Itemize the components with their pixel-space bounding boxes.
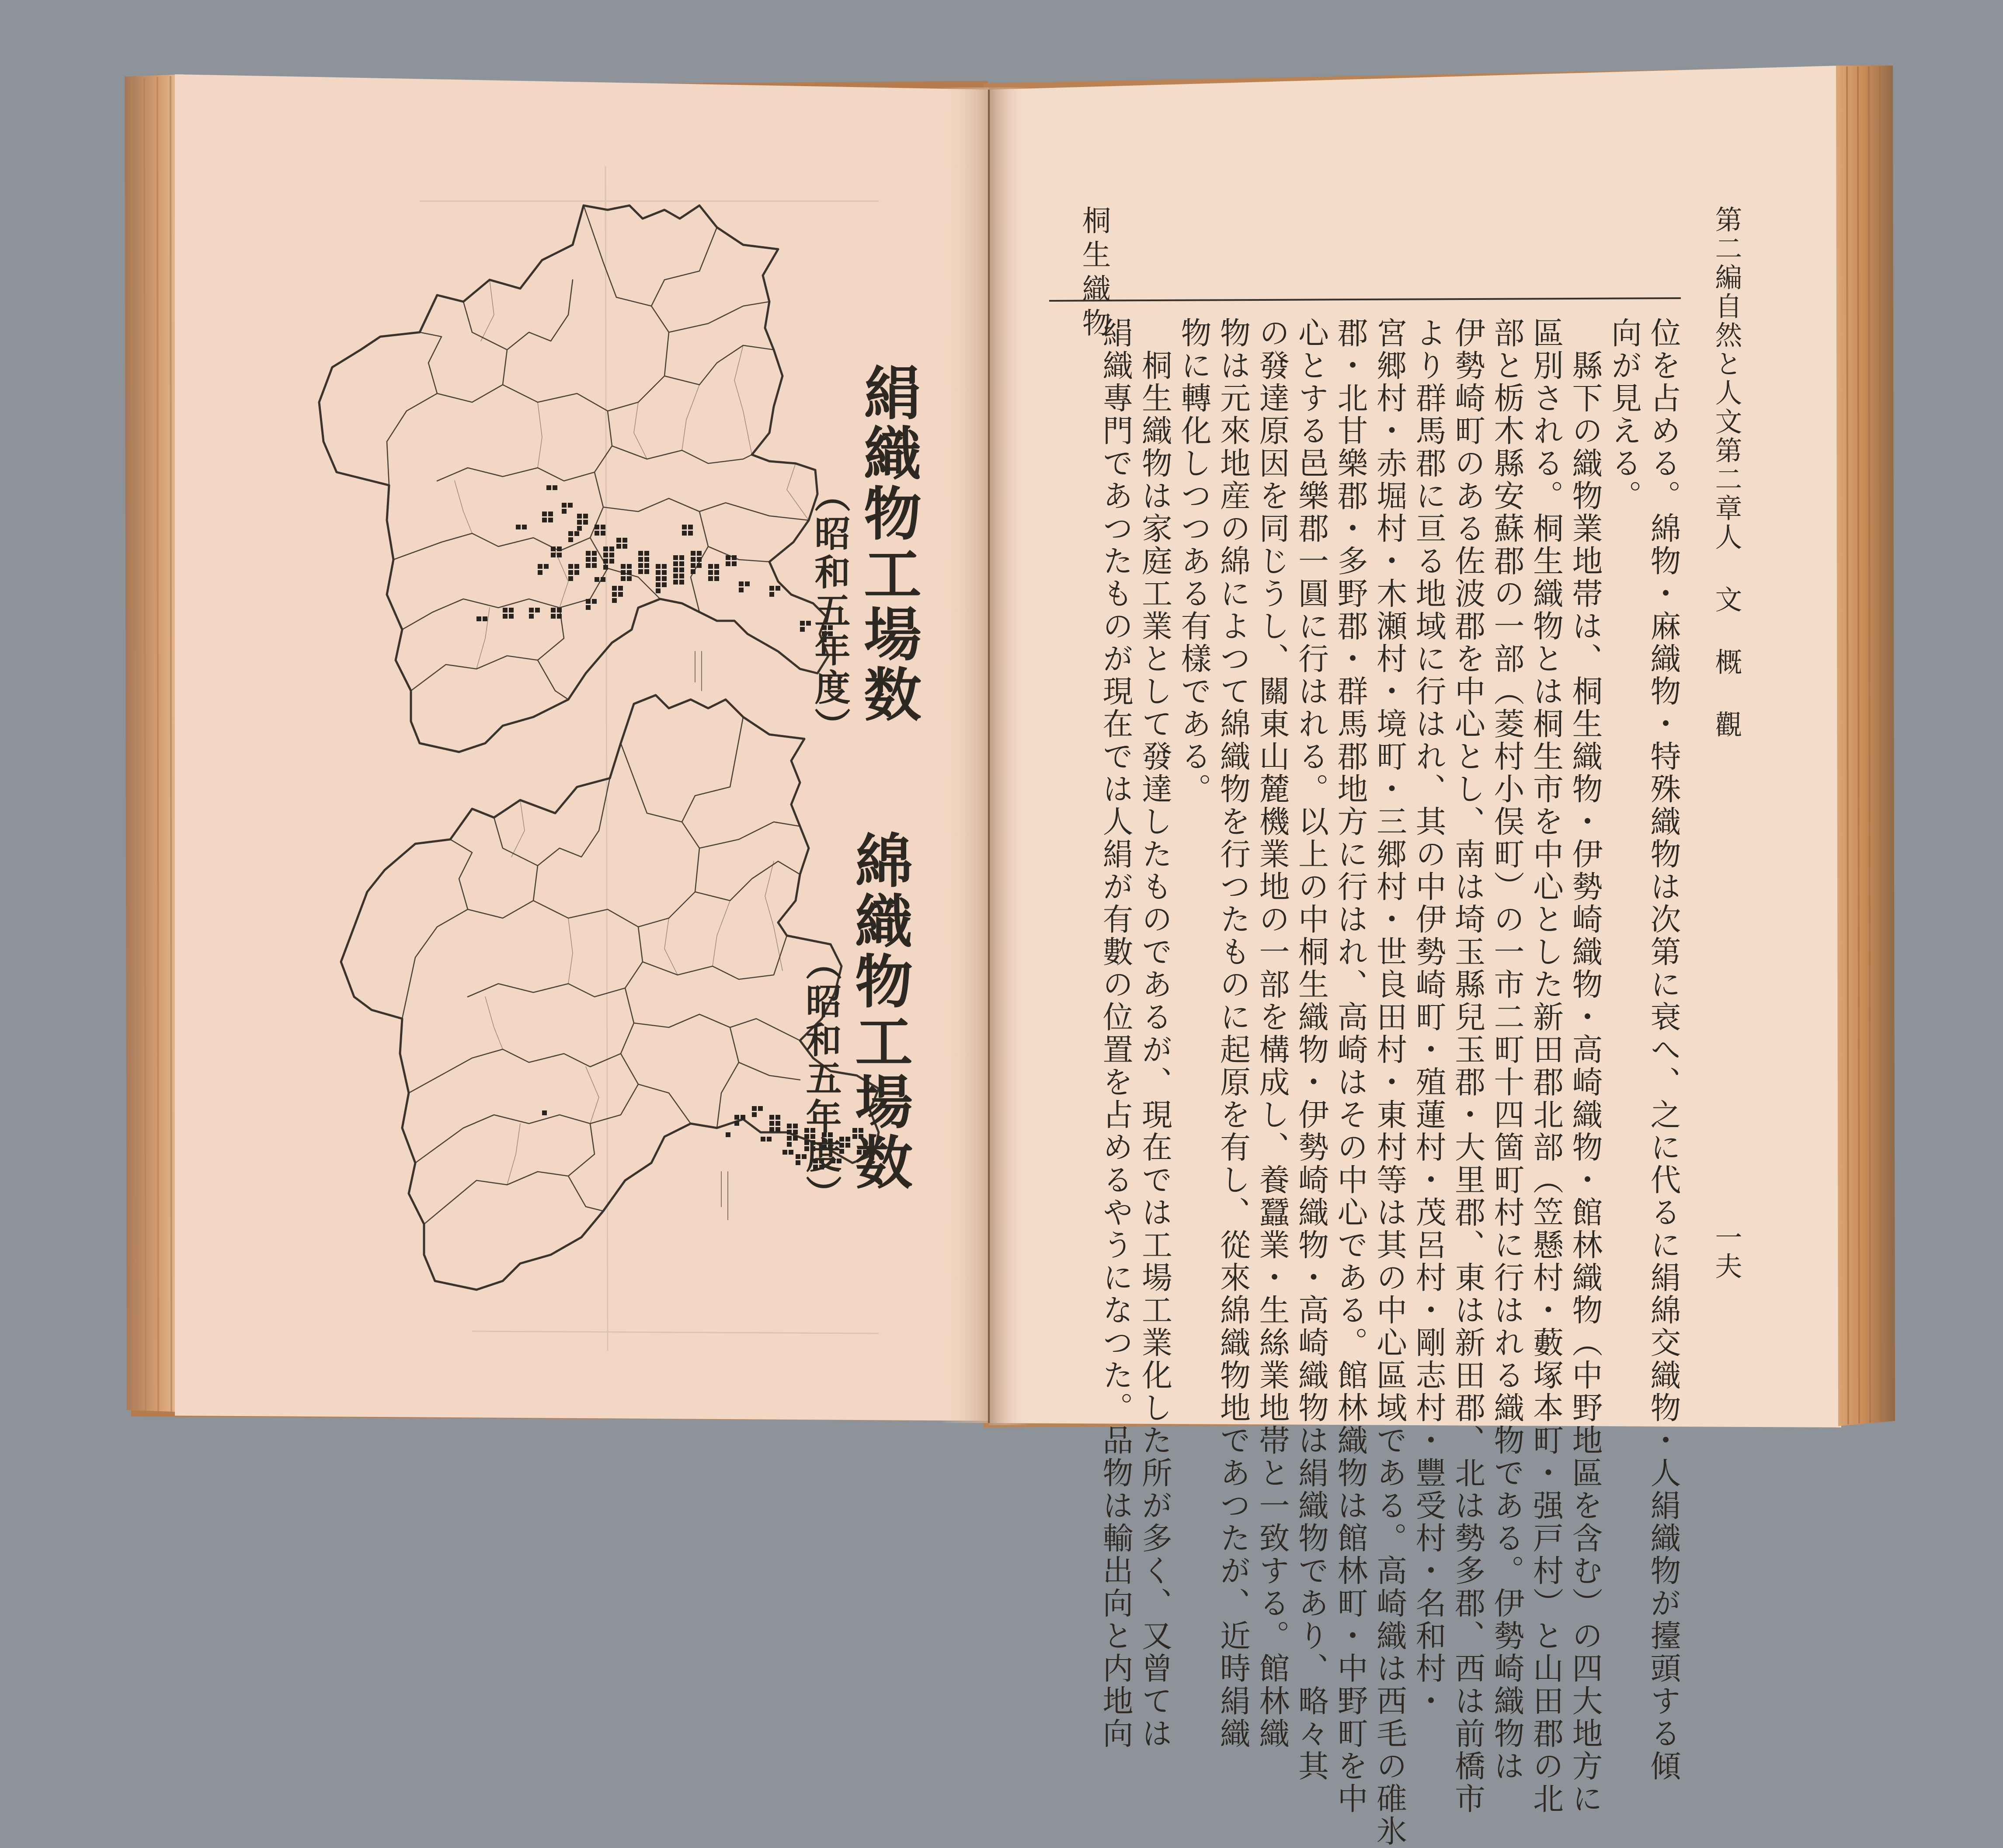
body-line: 部と栃木縣安蘇郡の一部（菱村小俣町）の一市二町十四箇町村に行はれる織物である。伊勢崎織物は (1489, 317, 1525, 1783)
header-part-title: 自然と人文 (1711, 292, 1742, 436)
page-number: 一夫 (1711, 1223, 1742, 1281)
body-line: 伊勢崎町のある佐波郡を中心とし、南は埼玉縣兒玉郡・大里郡、東は新田郡、北は勢多郡、西は前橋市 (1450, 317, 1486, 1815)
silk-map-title: 絹織物工場数 (854, 363, 921, 725)
body-line: 絹織專門であつたものが現在では人絹が有數の位置を占めるやうになつた。品物は輸出向と内地向 (1098, 317, 1134, 1750)
body-line: 區別される。桐生織物とは桐生市を中心とした新田郡北部（笠懸村・藪塚本町・强戸村）と山田郡の北 (1528, 317, 1564, 1815)
cotton-map-subtitle: （昭和五年度） (800, 944, 842, 1214)
page-header (1707, 205, 1746, 1281)
running-head: 桐生織物 (1077, 205, 1111, 342)
header-part: 第二編 (1711, 205, 1742, 292)
header-chapter: 第二章 (1711, 436, 1742, 523)
body-line: 物に轉化しつつある有樣である。 (1176, 317, 1212, 806)
left-page (175, 74, 991, 1421)
body-line: 心とする邑樂郡一圓に行はれる。以上の中桐生織物・伊勢崎織物・高崎織物は絹織物であり、略々其 (1293, 317, 1329, 1783)
body-line: 宮郷村・赤堀村・木瀬村・境町・三郷村・世良田村・東村等は其の中心區域である。高崎織は西毛の碓氷 (1371, 317, 1408, 1848)
body-line: の發達原因を同じうし、關東山麓機業地の一部を構成し、養蠶業・生絲業地帯と一致する。館林織 (1254, 317, 1290, 1750)
body-line: 位を占める。綿物・麻織物・特殊織物は次第に衰へ、之に代るに絹綿交織物・人絹織物が擡頭する傾 (1645, 317, 1681, 1783)
header-chapter-title: 人 文 概 觀 (1711, 523, 1742, 739)
body-line: より群馬郡に亘る地域に行はれ、其の中伊勢崎町・殖蓮村・茂呂村・剛志村・豐受村・名和村・ (1411, 317, 1447, 1718)
body-line: 桐生織物は家庭工業として發達したものであるが、現在では工場工業化した所が多く、又曾ては (1137, 317, 1173, 1750)
right-page-edges (1836, 66, 1895, 1426)
body-line: 向が見える。 (1606, 317, 1642, 512)
body-line: 郡・北甘樂郡・多野郡・群馬郡地方に行はれ、高崎はその中心である。館林織物は館林町・中野町を中 (1332, 317, 1368, 1815)
body-line: 縣下の織物業地帯は、桐生織物・伊勢崎織物・高崎織物・館林織物（中野地區を含む）の四大地方に (1567, 317, 1603, 1815)
silk-map-subtitle: （昭和五年度） (809, 477, 851, 746)
cotton-map-title: 綿織物工場数 (845, 831, 912, 1193)
body-line: 物は元來地産の綿によつて綿織物を行つたものに起原を有し、從來綿織物地であつたが、近時絹織 (1215, 317, 1251, 1750)
